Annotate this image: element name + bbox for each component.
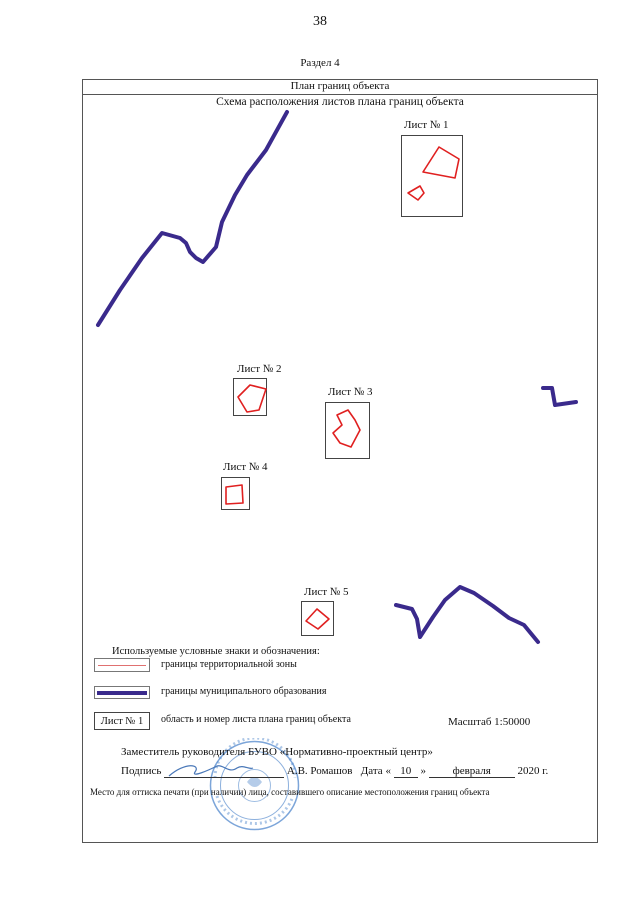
municipal-boundary-west: [98, 112, 287, 325]
signer-position: Заместитель руководителя БУВО «Нормативно-проектный центр»: [121, 746, 433, 758]
sheet-4-label: Лист № 4: [223, 461, 268, 473]
scheme-title: Схема расположения листов плана границ объекта: [216, 96, 464, 108]
zone-area-1a: [423, 147, 459, 178]
zone-area-3: [333, 410, 360, 447]
sheet-2-label: Лист № 2: [237, 363, 282, 375]
sheet-3-label: Лист № 3: [328, 386, 373, 398]
handwritten-signature: [165, 760, 255, 782]
signer-name: А.В. Ромашов: [286, 765, 353, 777]
date-year: 2020 г.: [517, 765, 549, 777]
sheet-5-label: Лист № 5: [304, 586, 349, 598]
date-day-close: »: [420, 765, 426, 777]
legend-sample-zone: [94, 658, 150, 672]
zone-area-5: [306, 609, 329, 629]
stamp-place-text: Место для оттиска печати (при наличии) лица, составившего описание местоположения границ объекта: [90, 787, 490, 797]
scale-label: Масштаб 1:50000: [448, 716, 531, 728]
legend-sample-sheet: Лист № 1: [94, 712, 150, 730]
frame-title: План границ объекта: [82, 79, 598, 95]
zone-area-1b: [408, 186, 424, 200]
legend-sheet-text: область и номер листа плана границ объекта: [161, 714, 351, 725]
date-month: февраля: [429, 765, 515, 778]
section-title: Раздел 4: [300, 57, 340, 69]
zone-area-4: [226, 485, 243, 504]
zone-area-2: [238, 385, 266, 412]
page-number: 38: [313, 14, 327, 29]
date-label: Дата «: [360, 765, 391, 777]
sheet-1-label: Лист № 1: [404, 119, 449, 131]
municipal-boundary-east: [543, 388, 576, 405]
legend-sample-municipal: [94, 686, 150, 699]
municipal-boundary-south: [396, 587, 538, 642]
legend-heading: Используемые условные знаки и обозначения:: [112, 646, 320, 657]
date-day: 10: [394, 765, 418, 778]
legend-zone-text: границы территориальной зоны: [161, 659, 297, 670]
signature-label: Подпись: [121, 765, 162, 777]
legend-municipal-text: границы муниципального образования: [161, 686, 327, 697]
